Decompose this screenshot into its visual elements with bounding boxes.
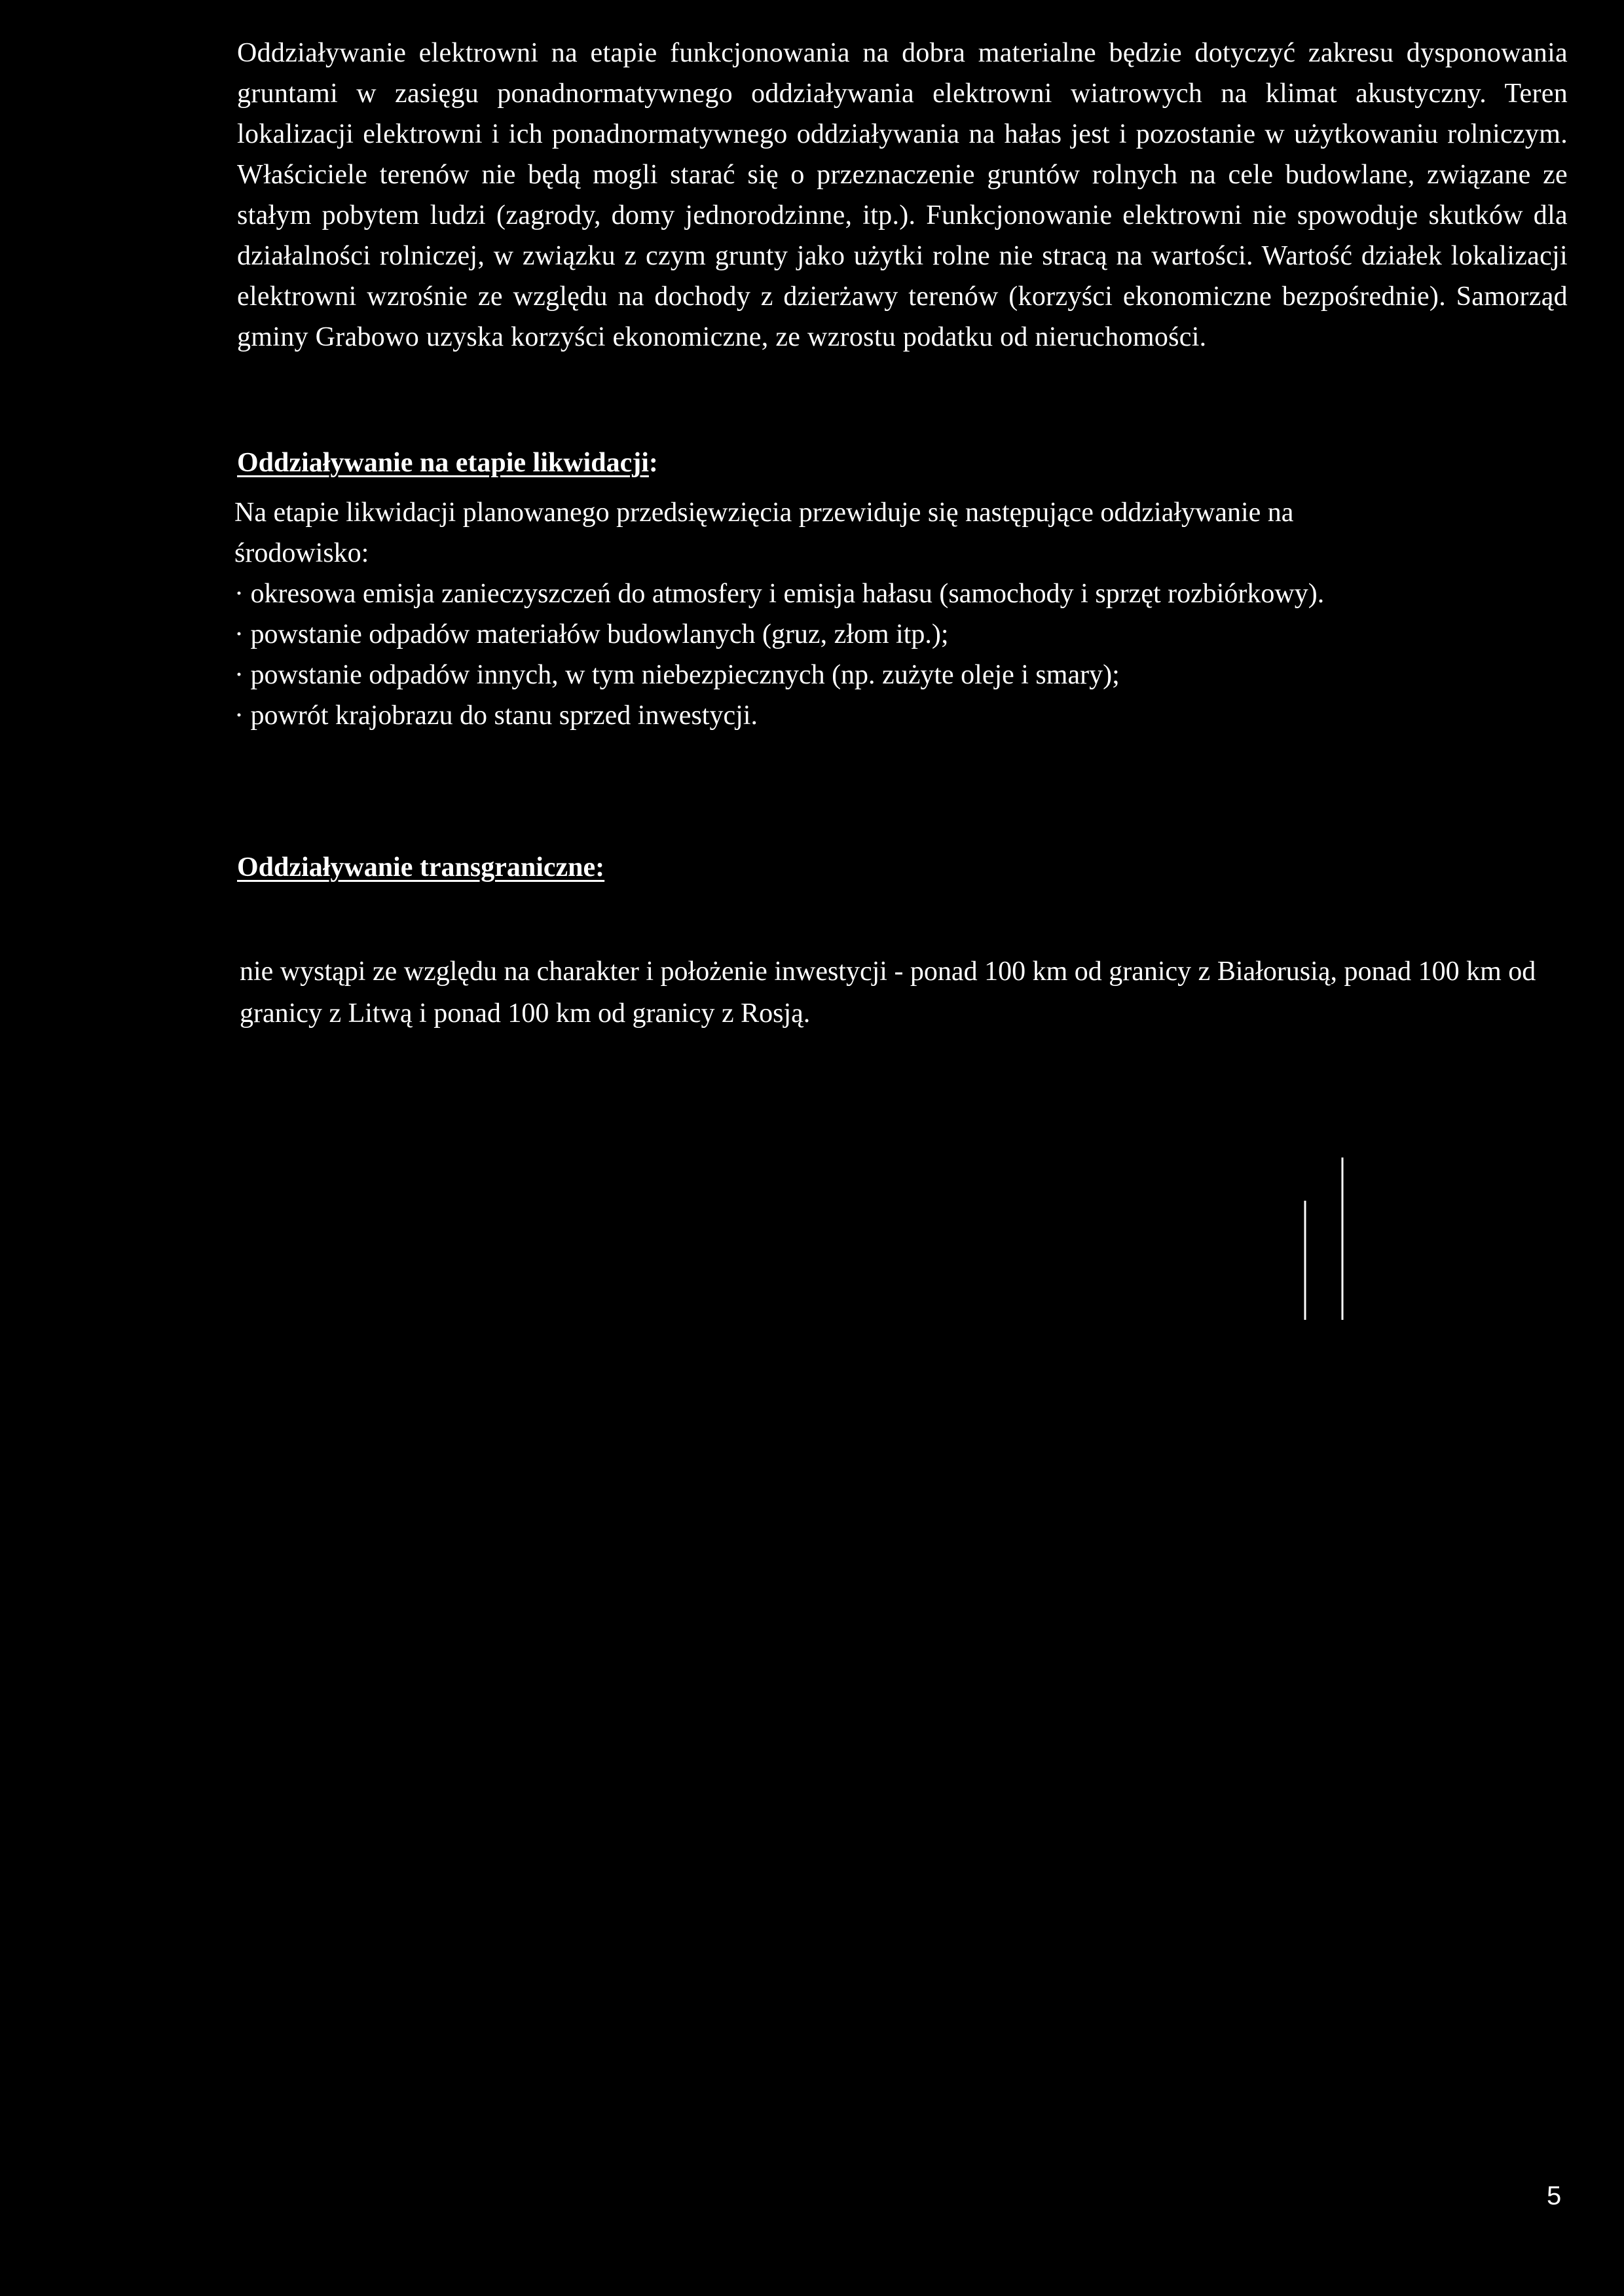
- liquidation-impacts-list: [234, 574, 1479, 736]
- list-item: · okresowa emisja zanieczyszczeń do atmosfery i emisja hałasu (samochody i sprzęt rozbiórkowy).: [234, 579, 1325, 609]
- paragraph-material-goods: Oddziaływanie elektrowni na etapie funkcjonowania na dobra materialne będzie dotyczyć zakresu dysponowania gruntami w zasięgu ponadnormatywnego oddziaływania elektrowni wiatrowych na klimat akustyczny. Teren lokalizacji elektrowni i ich ponadnormatywnego oddziaływania na hałas jest i pozostanie w użytkowaniu rolniczym. Właściciele terenów nie będą mogli starać się o przeznaczenie gruntów rolnych na cele budowlane, związane ze stałym pobytem ludzi (zagrody, domy jednorodzinne, itp.). Funkcjonowanie elektrowni nie spowoduje skutków dla działalności rolniczej, w związku z czym grunty jako użytki rolne nie stracą na wartości. Wartość działek lokalizacji elektrowni wzrośnie ze względu na dochody z dzierżawy terenów (korzyści ekonomiczne bezpośrednie). Samorząd gminy Grabowo uzyska korzyści ekonomiczne, ze wzrostu podatku od nieruchomości.: [237, 38, 1568, 352]
- scan-line-marks: [1297, 1157, 1349, 1328]
- paragraph-liquidation-intro: Na etapie likwidacji planowanego przedsięwzięcia przewiduje się następujące oddziaływanie na środowisko:: [234, 498, 1294, 568]
- heading-liquidation-text: Oddziaływanie na etapie likwidacji: [237, 448, 649, 478]
- list-item: · powstanie odpadów innych, w tym niebezpiecznych (np. zużyte oleje i smary);: [234, 660, 1120, 690]
- heading-liquidation-colon: :: [648, 448, 658, 478]
- heading-liquidation-stage: [237, 443, 658, 483]
- heading-transboundary-impact: [237, 847, 604, 888]
- page-number: 5: [1547, 2181, 1562, 2210]
- list-item: · powrót krajobrazu do stanu sprzed inwestycji.: [234, 701, 758, 731]
- list-item: · powstanie odpadów materiałów budowlanych (gruz, złom itp.);: [234, 619, 949, 649]
- heading-transboundary-text: Oddziaływanie transgraniczne:: [237, 852, 605, 883]
- paragraph-transboundary: nie wystąpi ze względu na charakter i położenie inwestycji - ponad 100 km od granicy z Białorusią, ponad 100 km od granicy z Litwą i ponad 100 km od granicy z Rosją.: [240, 957, 1536, 1029]
